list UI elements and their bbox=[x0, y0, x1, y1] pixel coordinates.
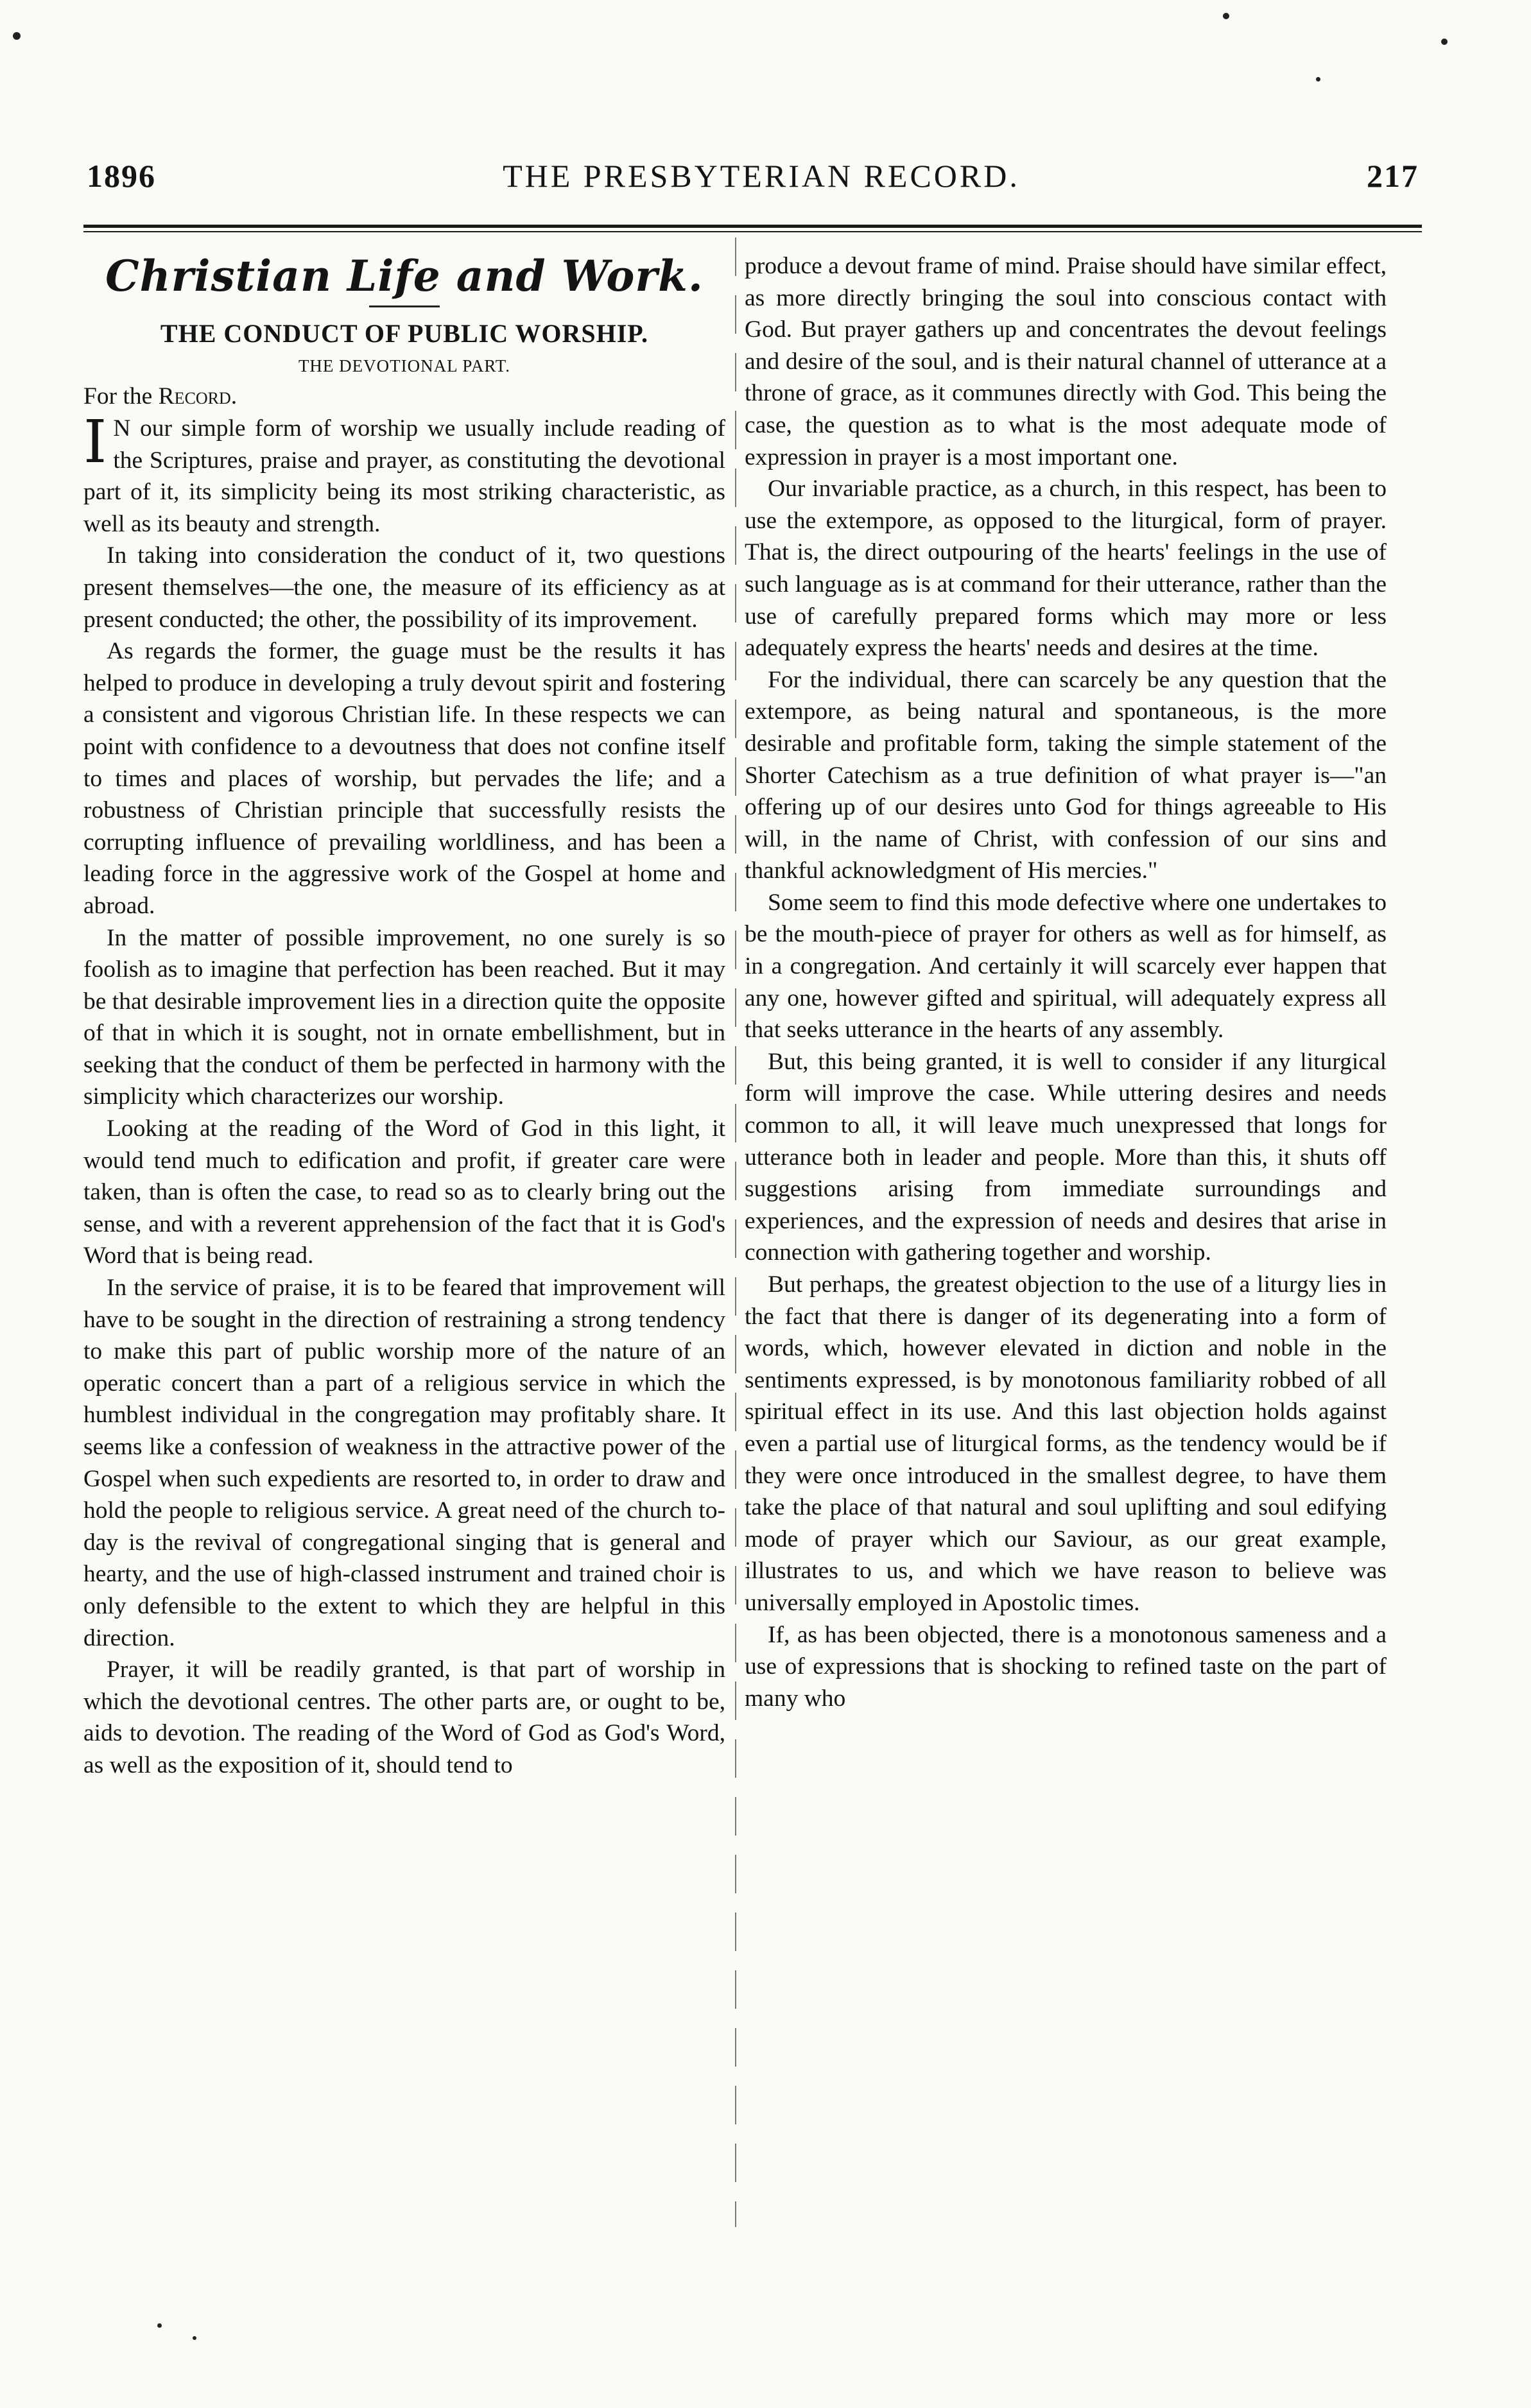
paragraph: produce a devout frame of mind. Praise should have similar effect, as more directly bringing the soul into conscious contact with God. But prayer gathers up and concentrates the devout feelings and desire of the soul, and is their natural channel of utterance at a throne of grace, as it communes directly with God. This being the case, the question as to what is the most adequate mode of expression in prayer is a most important one. bbox=[745, 253, 1387, 470]
publication-title: THE PRESBYTERIAN RECORD. bbox=[503, 158, 1020, 194]
paragraph-text: N our simple form of worship we usually include reading of the Scriptures, praise and prayer, as constituting the devotional part of it, its simplicity being its most striking characteristic, as well as its beauty and strength. bbox=[83, 415, 725, 537]
print-speck bbox=[157, 2323, 162, 2328]
header-rule-thick bbox=[83, 225, 1422, 228]
byline-prefix: For the bbox=[83, 383, 153, 409]
paragraph: As regards the former, the guage must be the results it has helped to produce in developing a truly devout spirit and fostering a consistent and vigorous Christian life. In these respects we can point with confidence to a devoutness that does not confine itself to times and places of worship, but pervades the life; and a robustness of Christian principle that successfully resists the corrupting influence of prevailing worldliness, and has been a leading force in the aggressive work of the Gospel at home and abroad. bbox=[83, 638, 725, 919]
print-speck bbox=[1316, 77, 1320, 82]
paragraph: Some seem to find this mode defective where one undertakes to be the mouth-piece of prayer for others as well as for himself, as in a congregation. And certainly it will scarcely ever happen that any one, however gifted and spiritual, will adequately express all that seeks utterance in the hearts of any assembly. bbox=[745, 889, 1387, 1044]
page-header bbox=[87, 157, 1419, 194]
print-speck bbox=[1441, 39, 1448, 45]
drop-cap: I bbox=[83, 408, 107, 476]
column-divider bbox=[735, 237, 736, 2227]
byline-record: Record. bbox=[158, 383, 238, 409]
left-column bbox=[83, 250, 725, 1782]
article-title: THE CONDUCT OF PUBLIC WORSHIP. bbox=[160, 319, 649, 348]
header-rule-thin bbox=[83, 231, 1422, 232]
paragraph: If, as has been objected, there is a monotonous sameness and a use of expressions that is shocking to refined taste on the part of many who bbox=[745, 1621, 1387, 1712]
paragraph: Our invariable practice, as a church, in this respect, has been to use the extempore, as opposed to the liturgical, form of prayer. That is, the direct outpouring of the hearts' feelings in the use of such language as is at command for their utterance, rather than the use of carefully prepared forms which may more or less adequately express the hearts' needs and desires at the time. bbox=[745, 476, 1387, 662]
print-speck bbox=[13, 32, 21, 40]
byline bbox=[83, 381, 725, 413]
paragraph: Prayer, it will be readily granted, is that part of worship in which the devotional centres. The other parts are, or ought to be, aids to devotion. The reading of the Word of God as God's Word, as well as the exposition of it, should tend to bbox=[83, 1656, 725, 1778]
paragraph: In the service of praise, it is to be feared that improvement will have to be sought in the direction of restraining a strong tendency to make this part of public worship more of the nature of an operatic concert than a part of a religious service in which the humblest individual in the congregation may profitably share. It seems like a confession of weakness in the attractive power of the Gospel when such expedients are resorted to, in order to draw and hold the people to religious service. A great need of the church to-day is the revival of congregational singing that is general and hearty, and the use of high-classed instrument and trained choir is only defensible to the extent to which they are helpful in this direction. bbox=[83, 1275, 725, 1651]
department-heading: Christian Life and Work. bbox=[105, 251, 704, 301]
print-speck bbox=[1223, 13, 1229, 19]
paragraph: Looking at the reading of the Word of God in this light, it would tend much to edification and profit, if greater care were taken, than is often the case, to read so as to clearly bring out the sense, and with a reverent apprehension of the fact that it is God's Word that is being read. bbox=[83, 1115, 725, 1269]
paragraph bbox=[83, 408, 725, 540]
right-column bbox=[745, 250, 1387, 1714]
article-subtitle: THE DEVOTIONAL PART. bbox=[298, 356, 511, 375]
page-number: 217 bbox=[1366, 158, 1419, 194]
heading-divider bbox=[369, 305, 440, 307]
print-speck bbox=[193, 2336, 196, 2340]
paragraph: In taking into consideration the conduct of it, two questions present themselves—the one, the measure of its efficiency as at present conducted; the other, the possibility of its improvement. bbox=[83, 542, 725, 633]
paragraph: For the individual, there can scarcely be any question that the extempore, as being natural and spontaneous, is the more desirable and profitable form, taking the simple statement of the Shorter Catechism as a true definition of what prayer is—"an offering up of our desires unto God for things agreeable to His will, in the name of Christ, with confession of our sins and thankful acknowledgment of His mercies." bbox=[745, 666, 1387, 884]
paragraph: In the matter of possible improvement, no one surely is so foolish as to imagine that perfection has been reached. But it may be that desirable improvement lies in a direction quite the opposite of that in which it is sought, not in ornate embellishment, but in seeking that the conduct of them be perfected in harmony with the simplicity which characterizes our worship. bbox=[83, 924, 725, 1110]
issue-year: 1896 bbox=[87, 158, 156, 194]
paragraph: But perhaps, the greatest objection to the use of a liturgy lies in the fact that there is danger of its degenerating into a form of words, which, however elevated in diction and noble in the sentiments expressed, is by monotonous familiarity robbed of all spiritual effect in its use. And this last objection holds against even a partial use of liturgical forms, as the tendency would be if they were once introduced in the smallest degree, to have them take the place of that natural and soul uplifting and soul edifying mode of prayer which our Saviour, as our great example, illustrates to us, and which we have reason to believe was universally employed in Apostolic times. bbox=[745, 1271, 1387, 1616]
paragraph: But, this being granted, it is well to consider if any liturgical form will improve the case. While uttering desires and needs common to all, it will leave much unexpressed that longs for utterance both in leader and people. More than this, it shuts off suggestions arising from immediate surroundings and experiences, and the expression of needs and desires that arise in connection with gathering together and worship. bbox=[745, 1048, 1387, 1266]
